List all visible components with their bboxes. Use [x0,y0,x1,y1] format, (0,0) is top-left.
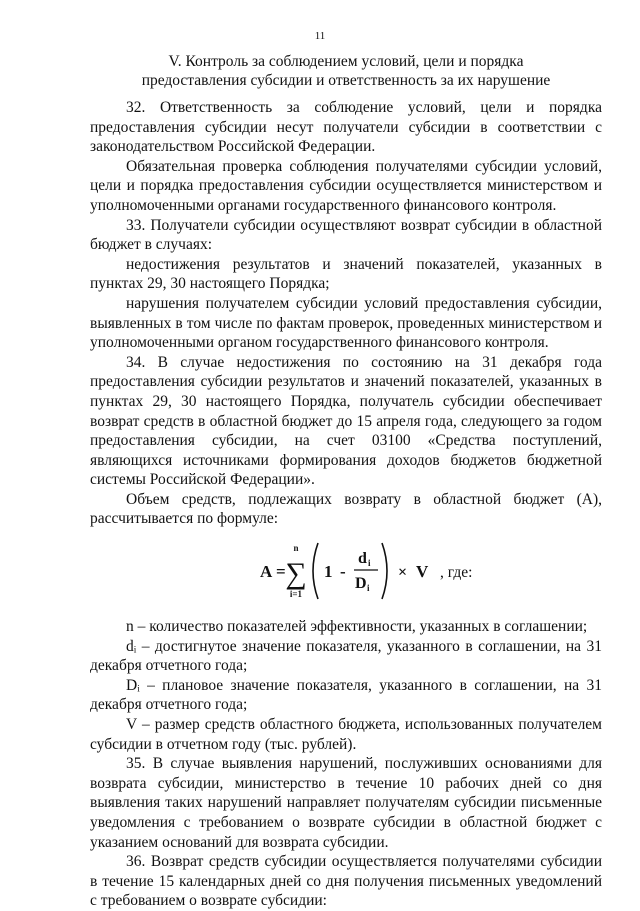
paragraph-35: 35. В случае выявления нарушений, послуживших основаниями для возврата субсидии, министерство в течение 10 рабочих дней со дня выявления таких нарушений направляет получателям субсидии письменные уведомления с требованием о возврате субсидии в областной бюджет с указанием оснований для возврата субсидии. [90,755,602,851]
formula-minus: - [340,562,346,582]
formula-numerator-sub: i [368,558,371,569]
formula-numerator: d [358,550,367,568]
paragraph-36: 36. Возврат средств субсидии осуществляется получателями субсидии в течение 15 календарных дней со дня получения письменных уведомлений с требованием о возврате субсидии: [90,853,602,910]
formula-sum-lower: i=1 [289,589,303,600]
definition-D: Dᵢ – плановое значение показателя, указанного в соглашении, на 31 декабря отчетного года; [90,676,602,714]
formula-denominator-sub: i [367,583,370,594]
formula-one: 1 [324,562,333,582]
definition-d: dᵢ – достигнутое значение показателя, указанного в соглашении, на 31 декабря отчетного года; [90,637,602,675]
formula-sigma: ∑ [285,557,307,591]
paragraph-34: 34. В случае недостижения по состоянию на 31 декабря года предоставления субсидии результатов и значений показателей, указанных в пунктах 29, 30 настоящего Порядка, получатель субсидии обеспечивает возврат средств в областной бюджет до 15 апреля года, следующего за годом предоставления субсидии, на счет 03100 «Средства поступлений, являющихся источниками формирования доходов бюджетов бюджетной системы Российской Федерации». [90,353,602,489]
formula-lhs: A [260,562,273,582]
paragraph-33-case-b: нарушения получателем субсидии условий предоставления субсидии, выявленных в том числе по фактам проверок, проведенных министерством и уполномоченными органом государственного финансового контроля. [90,294,602,352]
formula-denominator: D [355,575,367,593]
formula-factor: V [416,562,429,582]
paragraph-32: 32. Ответственность за соблюдение условий, цели и порядка предоставления субсидии несут получатели субсидии в соответствии с законодательством Российской Федерации. [90,99,602,156]
formula-graphic [260,537,440,609]
definition-n: n – количество показателей эффективности, указанных в соглашении; [126,618,588,636]
page-number: 11 [314,30,326,42]
definition-V: V – размер средств областного бюджета, использованных получателем субсидии в отчетном году (тыс. рублей). [90,716,602,753]
paragraph-33: 33. Получатели субсидии осуществляют возврат субсидии в областной бюджет в случаях: [90,216,602,254]
document-body [90,98,602,911]
formula-equals: = [276,562,286,582]
formula-times: × [398,564,408,582]
paragraph-32-verification: Обязательная проверка соблюдения получателями субсидии условий, цели и порядка предоставления субсидии осуществляется министерством и уполномоченными органами государственного финансового контроля. [90,157,602,214]
paragraph-34-formula-intro: Объем средств, подлежащих возврату в областной бюджет (А), рассчитывается по формуле: [90,490,602,528]
formula-where: , где: [440,564,473,582]
section-heading [90,52,602,90]
formula-right-paren [382,543,387,599]
section-heading-line-2: предоставления субсидии и ответственность за их нарушение [141,72,551,89]
formula-sum-upper: n [293,543,299,554]
paragraph-33-case-a: недостижения результатов и значений показателей, указанных в пунктах 29, 30 настоящего Порядка; [90,255,602,293]
section-heading-line-1: V. Контроль за соблюдением условий, цели и порядка [168,53,524,70]
formula-left-paren [313,543,318,599]
return-amount-formula [90,531,602,611]
